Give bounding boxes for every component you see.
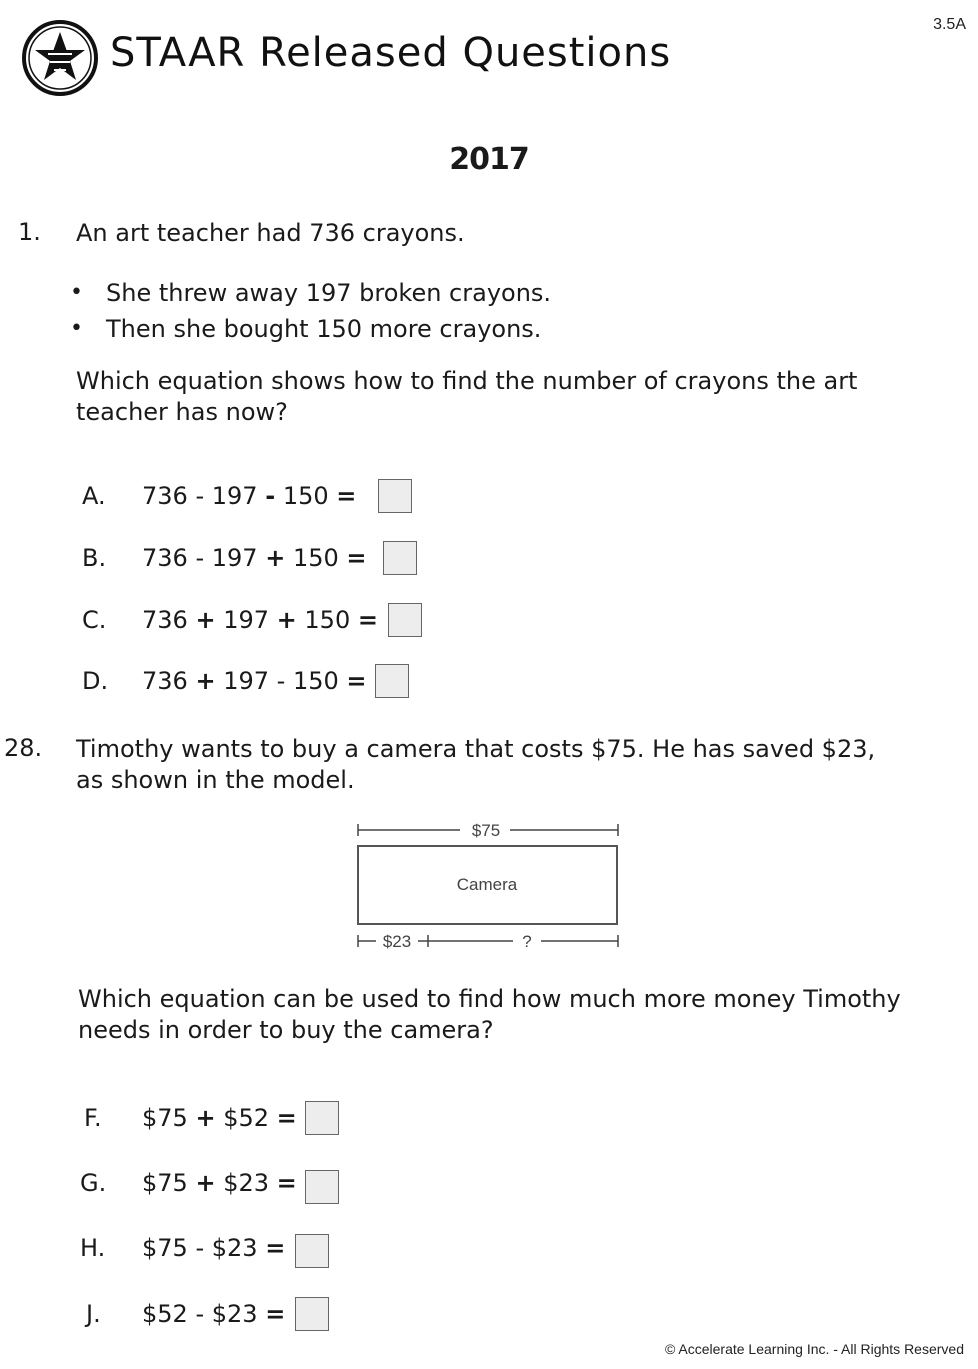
choice-equation: 736 + 197 - 150 =: [142, 667, 367, 695]
question-number: 28.: [4, 734, 43, 762]
star-logo-icon: [20, 18, 100, 98]
answer-box[interactable]: [305, 1101, 339, 1135]
choice-equation: $75 + $52 =: [142, 1104, 297, 1132]
answer-choice-a[interactable]: [82, 477, 412, 515]
answer-choice-g[interactable]: [80, 1164, 339, 1202]
intro-line: as shown in the model.: [76, 766, 355, 794]
choice-equation: $75 + $23 =: [142, 1169, 297, 1197]
answer-box[interactable]: [388, 603, 422, 637]
choice-equation: 736 - 197 + 150 =: [142, 544, 367, 572]
unknown-label: ?: [522, 932, 532, 951]
prompt-line: Which equation can be used to find how much more money Timothy: [78, 985, 901, 1013]
answer-choice-d[interactable]: [82, 662, 409, 700]
prompt-line: Which equation shows how to find the number of crayons the art: [76, 367, 858, 395]
choice-letter: G.: [80, 1169, 107, 1197]
choice-letter: A.: [82, 482, 106, 510]
answer-box[interactable]: [295, 1297, 329, 1331]
choice-letter: C.: [82, 606, 107, 634]
choice-equation: $75 - $23 =: [142, 1234, 286, 1262]
standard-code: 3.5A: [933, 16, 966, 33]
year-heading: 2017: [449, 142, 529, 177]
copyright-notice: © Accelerate Learning Inc. - All Rights Reserved: [664, 1341, 964, 1357]
choice-equation: 736 - 197 - 150 =: [142, 482, 357, 510]
answer-choice-c[interactable]: [82, 601, 422, 639]
prompt-line: teacher has now?: [76, 398, 288, 426]
strip-diagram: [350, 815, 626, 955]
bar-label: Camera: [456, 875, 518, 894]
answer-box[interactable]: [378, 479, 412, 513]
question-intro: [76, 734, 875, 796]
answer-choice-j[interactable]: [86, 1295, 329, 1333]
bullet-item: • Then she bought 150 more crayons.: [70, 312, 551, 348]
choice-letter: B.: [82, 544, 107, 572]
choice-letter: H.: [80, 1234, 106, 1262]
choice-letter: D.: [82, 667, 109, 695]
answer-choice-f[interactable]: [84, 1099, 339, 1137]
answer-choice-h[interactable]: [80, 1229, 329, 1267]
choice-equation: $52 - $23 =: [142, 1300, 286, 1328]
question-prompt: [78, 984, 901, 1046]
choice-equation: 736 + 197 + 150 =: [142, 606, 378, 634]
answer-box[interactable]: [305, 1170, 339, 1204]
answer-box[interactable]: [383, 541, 417, 575]
question-number: 1.: [18, 218, 41, 246]
bullet-item: • She threw away 197 broken crayons.: [70, 276, 551, 312]
question-prompt: [76, 366, 857, 428]
choice-letter: F.: [84, 1104, 102, 1132]
part-label: $23: [382, 932, 412, 951]
intro-line: Timothy wants to buy a camera that costs $75. He has saved $23,: [76, 735, 876, 763]
answer-box[interactable]: [375, 664, 409, 698]
choice-letter: J.: [86, 1300, 101, 1328]
prompt-line: needs in order to buy the camera?: [78, 1016, 494, 1044]
answer-box[interactable]: [295, 1234, 329, 1268]
question-bullets: [70, 276, 551, 348]
answer-choice-b[interactable]: [82, 539, 417, 577]
question-intro: An art teacher had 736 crayons.: [76, 219, 465, 247]
page-title: STAAR Released Questions: [110, 30, 672, 76]
total-label: $75: [471, 821, 501, 840]
